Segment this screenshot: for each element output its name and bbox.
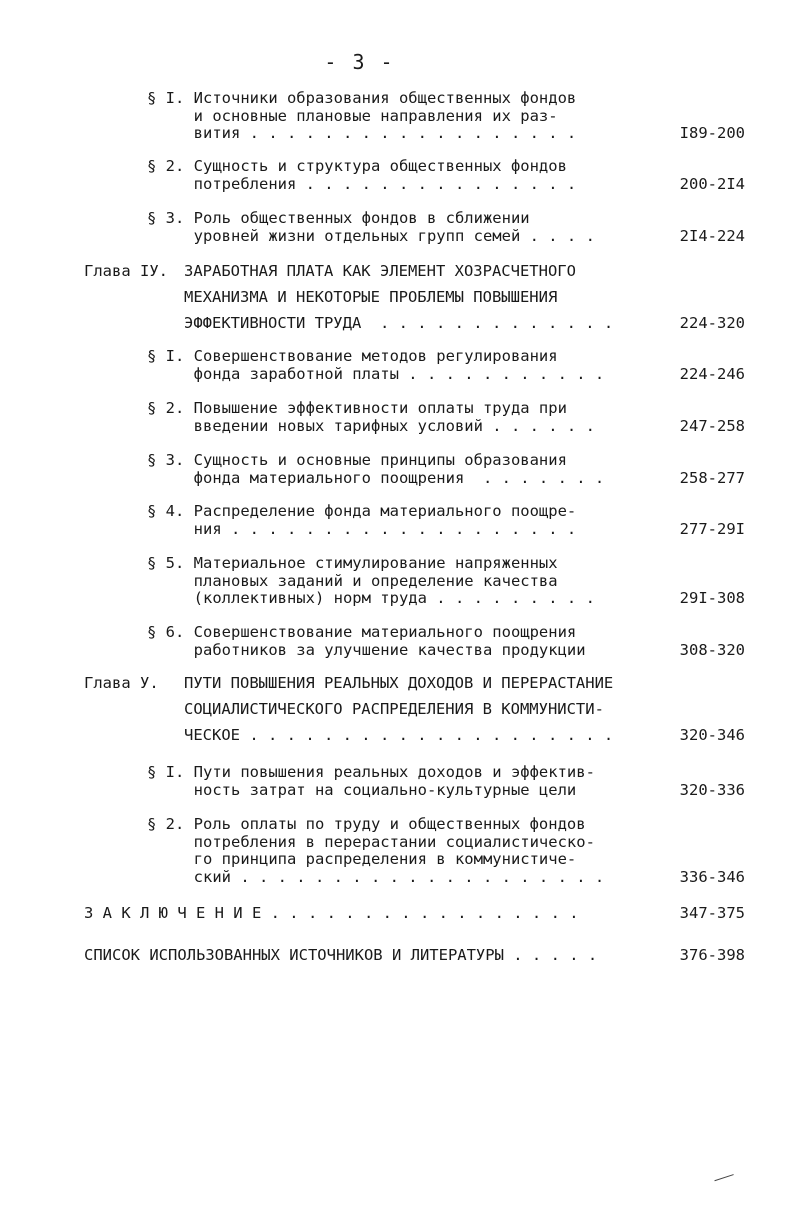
page-range: 347-375 [679,904,745,922]
toc-section [147,764,745,799]
toc-entry-line: потребления . . . . . . . . . . . . . . . [147,174,577,193]
toc-entry-line: плановых заданий и определение качества [147,571,558,590]
handwritten-mark [714,1174,735,1187]
toc-section [147,555,745,608]
toc-entry-line: З А К Л Ю Ч Е Н И Е . . . . . . . . . . . . . . . . . [84,904,579,922]
toc-entry-line: ЭФФЕКТИВНОСТИ ТРУДА . . . . . . . . . . . . . [184,314,614,332]
toc-entry-line: СОЦИАЛИСТИЧЕСКОГО РАСПРЕДЕЛЕНИЯ В КОММУНИСТИ- [184,700,604,718]
toc-section [147,90,745,143]
page-range: 29I-308 [679,589,745,607]
toc-entry-line: ский . . . . . . . . . . . . . . . . . . . . [147,867,605,886]
toc-entry-line: работников за улучшение качества продукции [147,640,586,659]
page-number: - 3 - [324,50,395,74]
page-range: 320-346 [679,726,745,744]
chapter-label: Глава IУ. [84,262,168,280]
toc-entry-line: фонда заработной платы . . . . . . . . . . . [147,364,605,383]
toc-entry-line: § I. Пути повышения реальных доходов и эффектив- [147,763,595,781]
toc-entry-line: ПУТИ ПОВЫШЕНИЯ РЕАЛЬНЫХ ДОХОДОВ И ПЕРЕРАСТАНИЕ [184,674,614,692]
page-range: I89-200 [679,124,745,142]
toc-entry-line: § 6. Совершенствование материального поощрения [147,623,577,641]
toc-entry-line: фонда материального поощрения . . . . . . . [147,468,605,487]
page-range: 224-320 [679,314,745,332]
toc-entry-line: ЧЕСКОЕ . . . . . . . . . . . . . . . . . . . . [184,726,614,744]
toc-section [147,400,745,435]
toc-entry-line: § 2. Повышение эффективности оплаты труда при [147,399,567,417]
page-range: 224-246 [679,364,745,383]
toc-entry-line: потребления в перерастании социалистическо- [147,832,595,851]
toc-entry-line: ЗАРАБОТНАЯ ПЛАТА КАК ЭЛЕМЕНТ ХОЗРАСЧЕТНОГО [184,262,576,280]
toc-entry-line: и основные плановые направления их раз- [147,106,558,125]
toc-entry-line: § 5. Материальное стимулирование напряженных [147,554,558,572]
toc-chapter [84,670,745,748]
toc-section [147,624,745,659]
page-range: 277-29I [679,519,745,538]
toc-section [147,158,745,193]
toc-final-entry [84,947,745,965]
toc-final-entry [84,905,745,923]
page-range: 320-336 [679,780,745,799]
toc-entry-line: вития . . . . . . . . . . . . . . . . . . [147,124,577,142]
toc-chapter [84,258,745,336]
page-range: 376-398 [679,946,745,964]
toc-entry-line: § I. Источники образования общественных фондов [147,89,577,107]
toc-section [147,348,745,383]
chapter-label: Глава У. [84,674,159,692]
toc-section [147,503,745,538]
toc-entry-line: (коллективных) норм труда . . . . . . . . . [147,589,595,607]
page-range: 308-320 [679,640,745,659]
toc-entry-line: § 3. Сущность и основные принципы образования [147,451,567,469]
page-range: 258-277 [679,468,745,487]
toc-entry-line: введении новых тарифных условий . . . . . . [147,416,595,435]
page-range: 247-258 [679,416,745,435]
toc-entry-line: ния . . . . . . . . . . . . . . . . . . . [147,519,577,538]
toc-entry-line: го принципа распределения в коммунистиче- [147,850,577,868]
toc-entry-line: уровней жизни отдельных групп семей . . . . [147,226,595,245]
toc-entry-line: § 2. Сущность и структура общественных фондов [147,157,567,175]
page-range: 200-2I4 [679,174,745,193]
toc-entry-line: § 2. Роль оплаты по труду и общественных фондов [147,815,586,833]
toc-section [147,210,745,245]
toc-entry-line: ность затрат на социально-культурные цели [147,780,577,799]
toc-entry-line: § 3. Роль общественных фондов в сближении [147,209,530,227]
toc-section [147,452,745,487]
toc-entry-line: МЕХАНИЗМА И НЕКОТОРЫЕ ПРОБЛЕМЫ ПОВЫШЕНИЯ [184,288,558,306]
page-range: 336-346 [679,867,745,886]
toc-section [147,816,745,886]
page-range: 2I4-224 [679,226,745,245]
toc-entry-line: § 4. Распределение фонда материального поощре- [147,502,577,520]
toc-entry-line: § I. Совершенствование методов регулирования [147,347,558,365]
toc-entry-line: СПИСОК ИСПОЛЬЗОВАННЫХ ИСТОЧНИКОВ И ЛИТЕРАТУРЫ . . . . . [84,946,598,964]
